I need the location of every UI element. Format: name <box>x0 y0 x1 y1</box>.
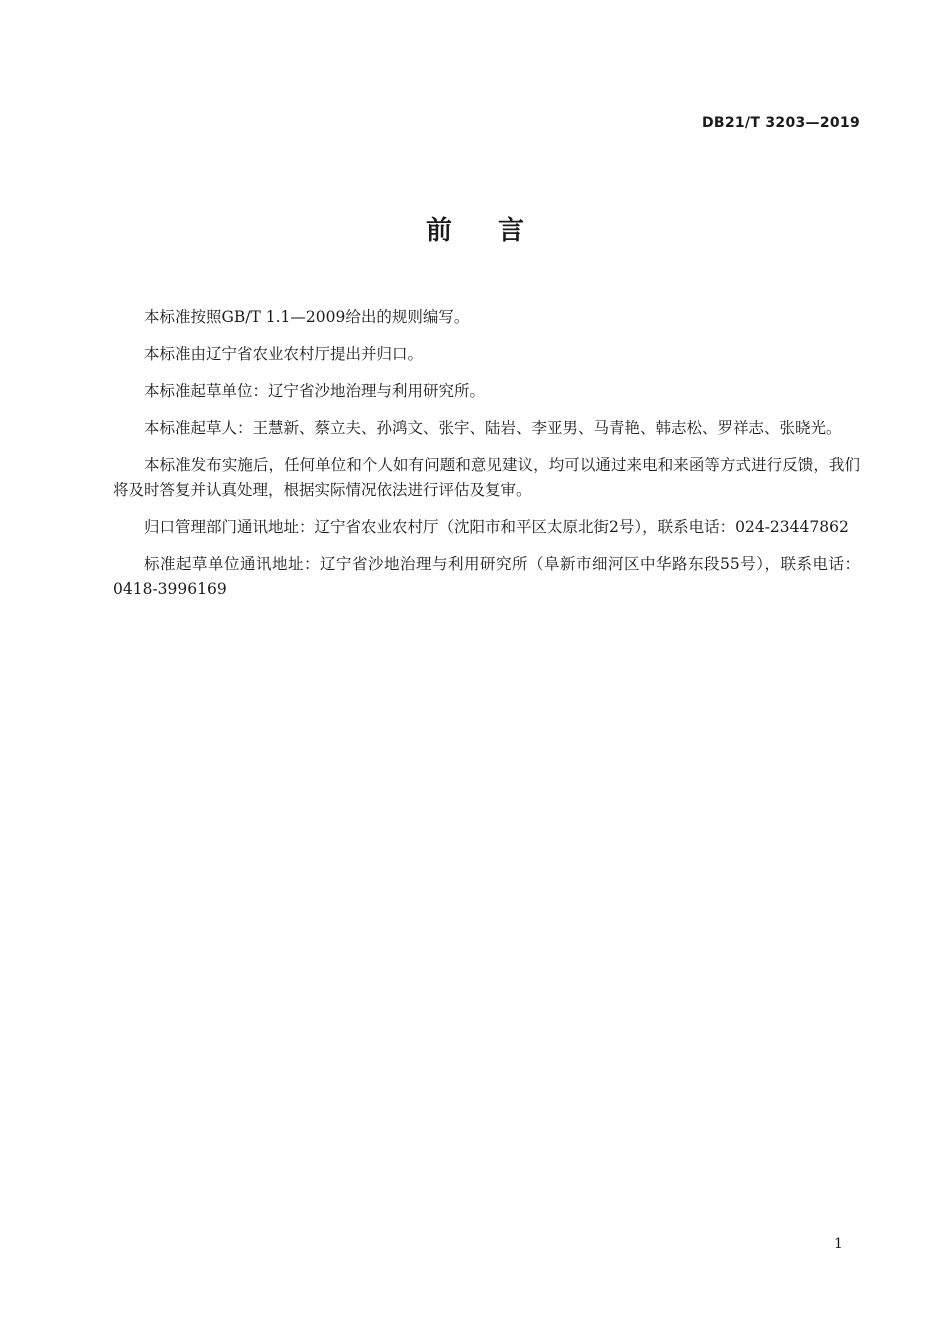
paragraph-feedback: 本标准发布实施后，任何单位和个人如有问题和意见建议，均可以通过来电和来函等方式进行反馈，我们将及时答复并认真处理，根据实际情况依法进行评估及复审。 <box>113 456 860 499</box>
paragraph-drafter-contact: 标准起草单位通讯地址：辽宁省沙地治理与利用研究所（阜新市细河区中华路东段55号），联系电话：0418-3996169 <box>113 555 860 598</box>
page-number: 1 <box>834 1236 843 1252</box>
paragraph-drafting-rules: 本标准按照GB/T 1.1—2009给出的规则编写。 <box>144 308 470 326</box>
paragraph-authority-contact: 归口管理部门通讯地址：辽宁省农业农村厅（沈阳市和平区太原北街2号），联系电话：024-23447862 <box>144 518 849 536</box>
paragraph-proposer: 本标准由辽宁省农业农村厅提出并归口。 <box>144 345 424 363</box>
paragraph-drafting-unit: 本标准起草单位：辽宁省沙地治理与利用研究所。 <box>144 382 486 400</box>
page-title: 前言 <box>425 216 570 246</box>
paragraph-drafters: 本标准起草人：王慧新、蔡立夫、孙鸿文、张宇、陆岩、李亚男、马青艳、韩志松、罗祥志、张晓光。 <box>144 419 842 437</box>
foreword-body <box>113 305 860 614</box>
standard-code: DB21/T 3203—2019 <box>701 115 860 131</box>
